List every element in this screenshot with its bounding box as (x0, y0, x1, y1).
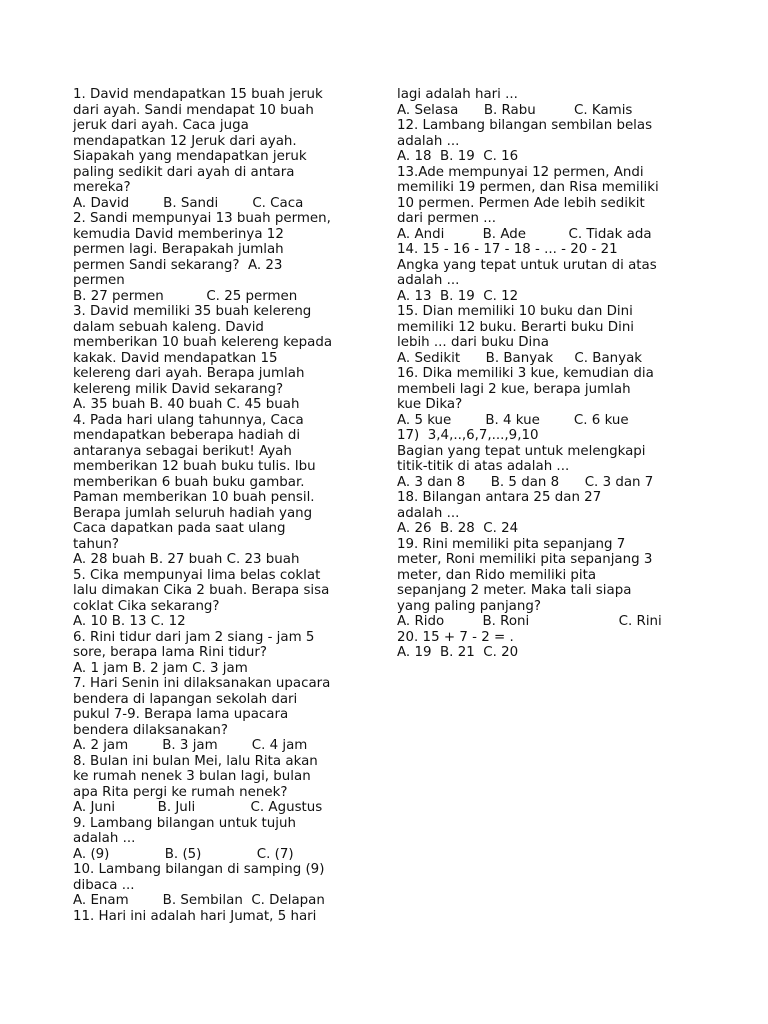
text-line: lagi adalah hari ... (397, 87, 518, 102)
text-line: Caca dapatkan pada saat ulang (73, 521, 286, 536)
text-line: memiliki 12 buku. Berarti buku Dini (397, 319, 635, 335)
text-line: A. Andi B. Ade C. Tidak ada (397, 226, 652, 242)
text-line: A. 35 buah B. 40 buah C. 45 buah (73, 397, 300, 412)
text-line: A. Enam B. Sembilan C. Delapan (73, 893, 325, 908)
text-line: A. 13 B. 19 C. 12 (397, 288, 519, 304)
text-line: 20. 15 + 7 - 2 = . (397, 629, 514, 645)
text-line: memberikan 12 buah buku tulis. Ibu (73, 459, 316, 474)
text-line: sepanjang 2 meter. Maka tali siapa (397, 583, 632, 598)
text-line: 9. Lambang bilangan untuk tujuh (73, 815, 296, 831)
text-line: A. (9) B. (5) C. (7) (73, 846, 294, 862)
text-line: kakak. David mendapatkan 15 (73, 350, 278, 366)
text-line: bendera dilaksanakan? (73, 722, 229, 738)
text-line: kelereng dari ayah. Berapa jumlah (73, 366, 305, 381)
text-line: A. 19 B. 21 C. 20 (397, 645, 519, 660)
text-line: meter, Roni memiliki pita sepanjang 3 (397, 552, 653, 567)
text-line: tahun? (73, 536, 120, 552)
text-line: A. 3 dan 8 B. 5 dan 8 C. 3 dan 7 (397, 474, 654, 490)
text-line: membeli lagi 2 kue, berapa jumlah (397, 381, 631, 397)
text-line: kemudia David memberinya 12 (73, 226, 284, 242)
text-line: paling sedikit dari ayah di antara (73, 164, 295, 180)
text-line: A. Selasa B. Rabu C. Kamis (397, 102, 633, 118)
text-line: mendapatkan 12 Jeruk dari ayah. (73, 133, 297, 149)
text-line: 16. Dika memiliki 3 kue, kemudian dia (397, 366, 654, 381)
text-line: adalah ... (397, 505, 460, 521)
text-line: permen lagi. Berapakah jumlah (73, 242, 284, 257)
text-line: yang paling panjang? (397, 598, 541, 614)
text-line: ke rumah nenek 3 bulan lagi, bulan (73, 769, 311, 784)
text-line: adalah ... (397, 133, 460, 149)
text-line: pukul 7-9. Berapa lama upacara (73, 707, 289, 722)
text-line: Angka yang tepat untuk urutan di atas (397, 257, 657, 273)
text-line: 10 permen. Permen Ade lebih sedikit (397, 195, 645, 211)
text-line: A. David B. Sandi C. Caca (73, 195, 304, 211)
text-line: 2. Sandi mempunyai 13 buah permen, (73, 211, 331, 226)
text-line: 14. 15 - 16 - 17 - 18 - ... - 20 - 21 (397, 242, 618, 257)
text-line: mereka? (73, 180, 131, 195)
text-line: bendera di lapangan sekolah dari (73, 691, 298, 707)
text-line: A. Sedikit B. Banyak C. Banyak (397, 350, 643, 366)
text-line: A. 5 kue B. 4 kue C. 6 kue (397, 412, 629, 428)
text-line: A. 26 B. 28 C. 24 (397, 521, 519, 536)
text-line: 3. David memiliki 35 buah kelereng (73, 304, 312, 319)
text-line: dari ayah. Sandi mendapat 10 buah (73, 102, 314, 118)
text-line: 8. Bulan ini bulan Mei, lalu Rita akan (73, 753, 318, 769)
right-column (397, 87, 702, 661)
text-line: dibaca ... (73, 877, 135, 893)
text-line: 17) 3,4,..,6,7,...,9,10 (397, 428, 539, 443)
text-line: A. 10 B. 13 C. 12 (73, 614, 186, 629)
text-line: Bagian yang tepat untuk melengkapi (397, 443, 646, 459)
text-line: kue Dika? (397, 397, 463, 412)
text-line: A. 1 jam B. 2 jam C. 3 jam (73, 660, 248, 676)
text-line: Paman memberikan 10 buah pensil. (73, 490, 315, 505)
text-line: adalah ... (397, 273, 460, 288)
text-line: 7. Hari Senin ini dilaksanakan upacara (73, 676, 331, 691)
text-line: Siapakah yang mendapatkan jeruk (73, 149, 307, 164)
text-line: titik-titik di atas adalah ... (397, 459, 570, 474)
text-line: A. 2 jam B. 3 jam C. 4 jam (73, 738, 308, 753)
left-column (73, 87, 373, 924)
text-line: 11. Hari ini adalah hari Jumat, 5 hari (73, 908, 317, 924)
text-line: lalu dimakan Cika 2 buah. Berapa sisa (73, 583, 330, 598)
text-line: 13.Ade mempunyai 12 permen, Andi (397, 164, 644, 180)
text-line: 12. Lambang bilangan sembilan belas (397, 118, 653, 133)
text-line: kelereng milik David sekarang? (73, 381, 284, 397)
text-line: A. 18 B. 19 C. 16 (397, 149, 519, 164)
text-line: coklat Cika sekarang? (73, 598, 220, 614)
text-line: Berapa jumlah seluruh hadiah yang (73, 505, 313, 521)
text-line: 15. Dian memiliki 10 buku dan Dini (397, 304, 633, 319)
text-line: 1. David mendapatkan 15 buah jeruk (73, 87, 323, 102)
text-line: mendapatkan beberapa hadiah di (73, 428, 301, 443)
text-line: lebih ... dari buku Dina (397, 335, 549, 350)
text-line: 4. Pada hari ulang tahunnya, Caca (73, 412, 304, 428)
text-line: memiliki 19 permen, dan Risa memiliki (397, 180, 659, 195)
text-line: dalam sebuah kaleng. David (73, 319, 264, 335)
text-line: B. 27 permen C. 25 permen (73, 288, 298, 304)
text-line: A. Rido B. Roni C. Rini (397, 614, 662, 629)
text-line: 10. Lambang bilangan di samping (9) (73, 862, 325, 877)
text-line: sore, berapa lama Rini tidur? (73, 645, 268, 660)
text-line: memberikan 6 buah buku gambar. (73, 474, 305, 490)
text-line: 18. Bilangan antara 25 dan 27 (397, 490, 602, 505)
text-line: apa Rita pergi ke rumah nenek? (73, 784, 288, 800)
text-line: A. 28 buah B. 27 buah C. 23 buah (73, 552, 300, 567)
text-line: adalah ... (73, 831, 136, 846)
text-line: A. Juni B. Juli C. Agustus (73, 800, 323, 815)
text-line: 5. Cika mempunyai lima belas coklat (73, 567, 321, 583)
text-line: jeruk dari ayah. Caca juga (73, 118, 249, 133)
text-line: 6. Rini tidur dari jam 2 siang - jam 5 (73, 629, 315, 645)
text-line: permen Sandi sekarang? A. 23 (73, 257, 283, 273)
text-line: 19. Rini memiliki pita sepanjang 7 (397, 536, 626, 552)
text-line: permen (73, 273, 125, 288)
text-line: memberikan 10 buah kelereng kepada (73, 335, 333, 350)
text-line: meter, dan Rido memiliki pita (397, 567, 597, 583)
text-line: antaranya sebagai berikut! Ayah (73, 443, 292, 459)
text-line: dari permen ... (397, 211, 496, 226)
